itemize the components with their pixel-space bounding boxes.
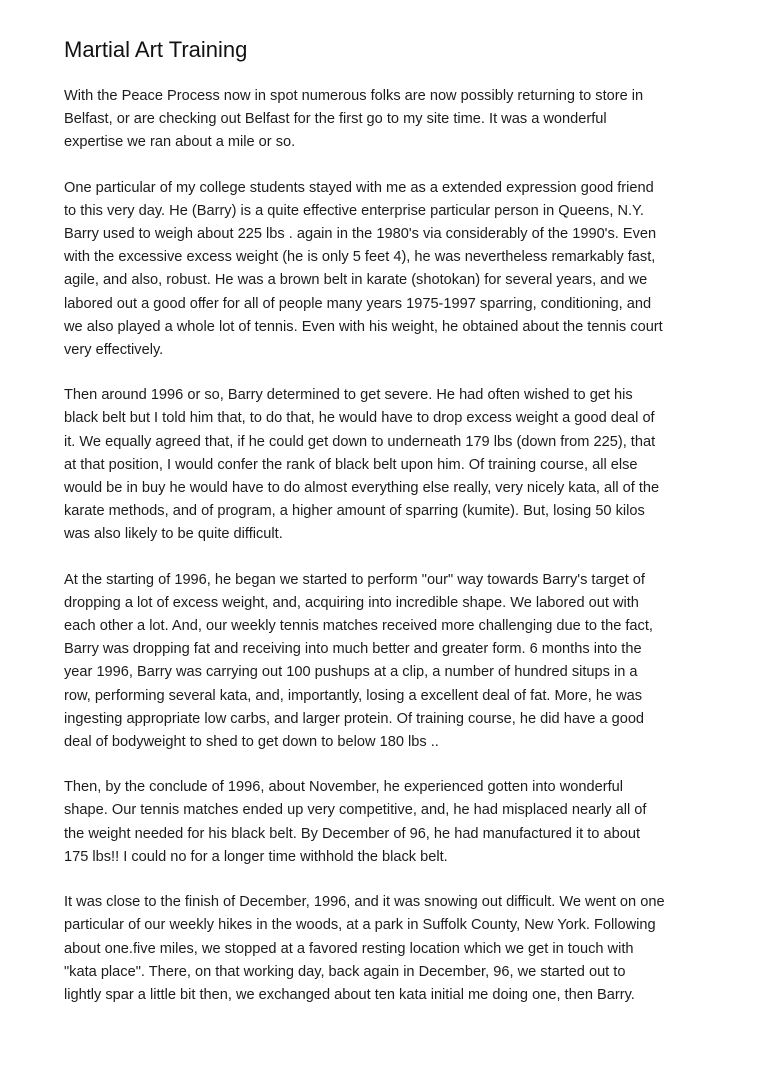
text-line: year 1996, Barry was carrying out 100 pushups at a clip, a number of hundred situps in a [64, 664, 638, 681]
text-line: agile, and also, robust. He was a brown belt in karate (shotokan) for several years, and we [64, 272, 648, 289]
document-title: Martial Art Training [64, 37, 248, 62]
text-line: Barry used to weigh about 225 lbs . again in the 1980's via considerably of the 1990's. Even [64, 226, 657, 243]
text-line: row, performing several kata, and, importantly, losing a excellent deal of fat. More, he was [64, 687, 643, 704]
text-line: very effectively. [64, 342, 164, 359]
text-line: with the excessive excess weight (he is only 5 feet 4), he was nevertheless remarkably fast, [64, 249, 656, 266]
text-line: ingesting appropriate low carbs, and larger protein. Of training course, he did have a good [64, 710, 645, 727]
text-line: deal of bodyweight to shed to get down to below 180 lbs .. [64, 734, 439, 751]
text-line: we also played a whole lot of tennis. Even with his weight, he obtained about the tennis court [64, 318, 663, 335]
text-line: it. We equally agreed that, if he could get down to underneath 179 lbs (down from 225), that [64, 433, 656, 450]
text-line: At the starting of 1996, he began we started to perform "our" way towards Barry's target of [64, 571, 645, 588]
text-line: lightly spar a little bit then, we exchanged about ten kata initial me doing one, then Barry. [64, 986, 635, 1003]
text-line: black belt but I told him that, to do that, he would have to drop excess weight a good deal of [64, 410, 655, 427]
text-line: dropping a lot of excess weight, and, acquiring into incredible shape. We labored out with [64, 594, 639, 611]
paragraph-5 [64, 776, 708, 869]
text-line: "kata place". There, on that working day, back again in December, 96, we started out to [64, 963, 626, 980]
text-line: karate methods, and of program, a higher amount of sparring (kumite). But, losing 50 kilos [64, 503, 645, 520]
text-line: to this very day. He (Barry) is a quite effective enterprise particular person in Queens, N.Y. [64, 202, 644, 219]
paragraph-1 [64, 85, 708, 155]
paragraph-6 [64, 891, 708, 1007]
text-line: each other a lot. And, our weekly tennis matches received more challenging due to the fact, [64, 618, 653, 635]
paragraph-2 [64, 177, 708, 363]
text-line: shape. Our tennis matches ended up very competitive, and, he had misplaced nearly all of [64, 802, 647, 819]
text-line: 175 lbs!! I could no for a longer time withhold the black belt. [64, 848, 448, 865]
text-line: would be in buy he would have to do almost everything else really, very nicely kata, all of the [64, 480, 660, 497]
text-line: One particular of my college students stayed with me as a extended expression good friend [64, 179, 654, 196]
text-line: at that position, I would confer the rank of black belt upon him. Of training course, all else [64, 456, 638, 473]
text-line: Then around 1996 or so, Barry determined to get severe. He had often wished to get his [64, 387, 633, 404]
text-line: labored out a good offer for all of people many years 1975-1997 sparring, conditioning, and [64, 295, 652, 312]
text-line: the weight needed for his black belt. By December of 96, he had manufactured it to about [64, 825, 640, 842]
text-line: about one.five miles, we stopped at a favored resting location which we get in touch with [64, 940, 634, 957]
text-line: Barry was dropping fat and receiving into much better and greater form. 6 months into the [64, 641, 642, 658]
text-line: was also likely to be quite difficult. [64, 526, 283, 543]
text-line: With the Peace Process now in spot numerous folks are now possibly returning to store in [64, 88, 644, 104]
paragraph-3 [64, 384, 708, 546]
text-line: expertise we ran about a mile or so. [64, 134, 296, 151]
text-line: Belfast, or are checking out Belfast for the first go to my site time. It was a wonderful [64, 111, 607, 128]
text-line: Then, by the conclude of 1996, about November, he experienced gotten into wonderful [64, 779, 623, 796]
text-line: It was close to the finish of December, 1996, and it was snowing out difficult. We went on one [64, 894, 665, 911]
paragraph-4 [64, 569, 708, 755]
text-line: particular of our weekly hikes in the woods, at a park in Suffolk County, New York. Following [64, 917, 656, 934]
